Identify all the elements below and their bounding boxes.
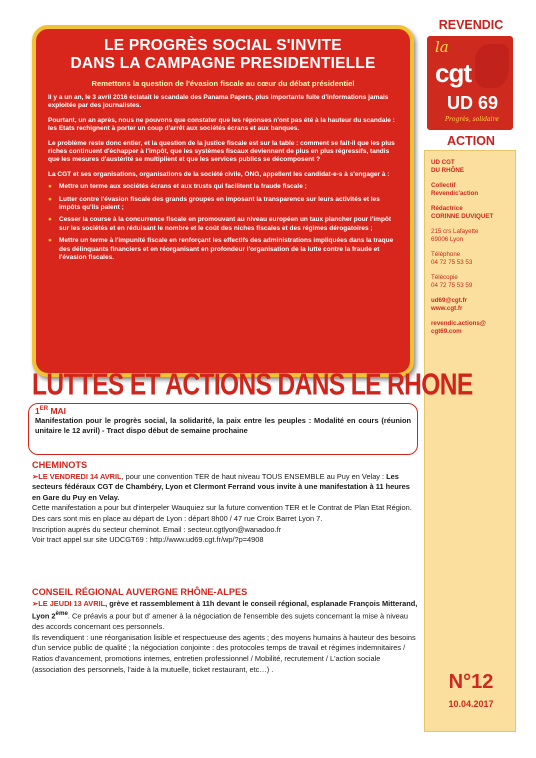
- bullet-icon: ●: [48, 183, 52, 191]
- sidebar-redactrice: Rédactrice CORINNE DUVIQUET: [431, 205, 494, 220]
- cheminots-email-link[interactable]: secteur.cgtlyon@wanadoo.fr: [187, 524, 282, 534]
- headline-line-1: LE PROGRÈS SOCIAL S'INVITE: [104, 37, 342, 54]
- headline-title: [48, 37, 398, 73]
- arrow-icon: ➢: [32, 598, 39, 608]
- website-link[interactable]: www.cgt.fr: [431, 305, 463, 312]
- cheminots-paragraph-4: Voir tract appel sur site UDCGT69 : http://www.ud69.cgt.fr/wp/?p=4908: [32, 535, 264, 545]
- cheminots-paragraph-3: Inscription auprès du secteur cheminot. Email : secteur.cgtlyon@wanadoo.fr: [32, 524, 282, 534]
- sidebar-phone: Téléphone 04 72 75 53 53: [431, 251, 473, 266]
- action-label: ACTION: [447, 134, 495, 148]
- conseil-section: [32, 587, 418, 675]
- logo-la: la: [435, 38, 449, 56]
- headline-paragraph-1: Il y a un an, le 3 avril 2016 éclatait le scandale des Panama Papers, plus importante fuite d'informations jamais exploitée par des journalistes.: [48, 94, 389, 110]
- section-title: LUTTES ET ACTIONS DANS LE RHONE: [32, 368, 473, 402]
- conseil-paragraph-2: Ils revendiquent : une réorganisation lisible et respectueuse des agents ; des moyens humains à hauteur des besoins d'un service public de qualité ; la négociation conjointe : des protocoles temps de travail et régimes indemnitaires / Ratios d'avancement, promotions internes, entretien professionnel / Mobilité, recrutement / L'action sociale (association des personnels, l'aide à la mutuelle, ticket restaurant, etc…) .: [32, 632, 416, 674]
- logo-cgt: cgt: [435, 58, 471, 88]
- demands-list: [48, 183, 398, 262]
- logo-tagline: Progrès, solidaire: [445, 116, 499, 123]
- cheminots-title: CHEMINOTS: [32, 460, 88, 470]
- bullet-icon: ●: [48, 216, 52, 224]
- sidebar-info: [424, 150, 516, 732]
- headline-subtitle: Remettons la question de l'évasion fiscale au cœur du débat présidentiel: [91, 79, 355, 88]
- department-map-icon: [475, 44, 509, 88]
- cheminots-section: [32, 460, 418, 546]
- email-link[interactable]: ud69@cgt.fr: [431, 297, 467, 304]
- may-day-text: Manifestation pour le progrès social, la solidarité, la paix entre les peuples : Modalité en cours (réunion unitaire le 12 avril) - Tract dispo début de semaine prochaine: [35, 416, 411, 435]
- bullet-icon: ●: [48, 237, 52, 245]
- headline-paragraph-2: Pourtant, un an après, nous ne pouvons que constater que les réponses n'ont pas été à la hauteur du scandale : les Etats rechignent à porter un coup d'arrêt aux sociétés écrans et aux banques.: [48, 116, 395, 133]
- demand-item: ● Mettre un terme aux sociétés écrans et aux trusts qui facilitent la fraude fiscale ;: [48, 183, 307, 191]
- headline-paragraph-4: La CGT et ses organisations, organisations de la société civile, ONG, appellent les candidat-e-s à s'engager à :: [48, 170, 390, 178]
- issue-number: N°12: [448, 671, 494, 693]
- headline-box: [32, 25, 414, 377]
- cheminots-tract-link[interactable]: http://www.ud69.cgt.fr/wp/?p=4908: [149, 535, 264, 545]
- sidebar-web: [431, 297, 509, 313]
- headline-line-2: DANS LA CAMPAGNE PRESIDENTIELLE: [70, 55, 376, 72]
- revendic-label: REVENDIC: [438, 18, 504, 32]
- demand-item: ● Mettre un terme à l'impunité fiscale en renforçant les effectifs des administrations impliquées dans la traque des délinquants financiers et en réorganisant en profondeur l'organisation de la lutte contre la fraude et l'évasion fiscales.: [48, 237, 394, 262]
- may-day-box: [28, 403, 418, 455]
- logo-ud: UD 69: [447, 93, 499, 113]
- may-day-title: 1ER MAI: [35, 406, 67, 416]
- bullet-icon: ●: [48, 195, 52, 203]
- sidebar-fax: Télécopie 04 72 75 53 59: [431, 274, 473, 289]
- demand-item: ● Cesser la course à la concurrence fiscale en promouvant au niveau européen un taux plancher pour l'impôt sur les sociétés et en réduisant le nombre et le coût des niches fiscales et des régimes dérogatoires ;: [48, 216, 392, 232]
- headline-paragraph-3: Le problème reste donc entier, et la question de la justice fiscale est sur la table : comment se fait-il que les plus riches continuent d'échapper à l'impôt, que les systèmes fiscaux deviennent de plus en plus régressifs, tandis que les mesures d'austérité se multiplient et que les services publics se décomposent ?: [48, 139, 395, 164]
- sidebar-org: UD CGT DU RHÔNE: [431, 159, 465, 174]
- cheminots-paragraph-2: Cette manifestation a pour but d'interpeler Wauquiez sur la future convention TER et le Contrat de Plan Etat Région. Des cars sont mis en place au départ de Lyon : départ 8h00 / 47 rue Croix Barret Lyon 7.: [32, 503, 412, 523]
- sidebar-contact-email[interactable]: revendic.actions@ cgt69.com: [431, 320, 486, 335]
- cgt-logo: [427, 36, 513, 130]
- conseil-title: CONSEIL RÉGIONAL AUVERGNE RHÔNE-ALPES: [32, 587, 248, 597]
- cheminots-paragraph-1: ➢LE VENDREDI 14 AVRIL, pour une convention TER de haut niveau TOUS ENSEMBLE au Puy en Velay : Les secteurs fédéraux CGT de Chambéry, Lyon et Clermont Ferrand vous invite à une manifestation à 11 heures en Gare du Puy en Velay.: [32, 471, 410, 502]
- demand-item: ● Lutter contre l'évasion fiscale des grands groupes en imposant la transparence sur leurs activités et les impôts qu'ils paient ;: [48, 195, 380, 212]
- sidebar-collectif: Collectif Revendic'action: [431, 182, 479, 197]
- issue-date: 10.04.2017: [448, 699, 494, 709]
- sidebar-address: 215 crs Lafayette 69006 Lyon: [431, 228, 479, 243]
- conseil-paragraph-1: ➢LE JEUDI 13 AVRIL, grève et rassemblement à 11h devant le conseil régional, esplanade François Mitterand, Lyon 2ème. Ce préavis a pour but d' amener à la négociation de l'ensemble des sujets concernant la mise à niveau des accords concernant ces personnels.: [32, 598, 418, 632]
- arrow-icon: ➢: [32, 471, 39, 481]
